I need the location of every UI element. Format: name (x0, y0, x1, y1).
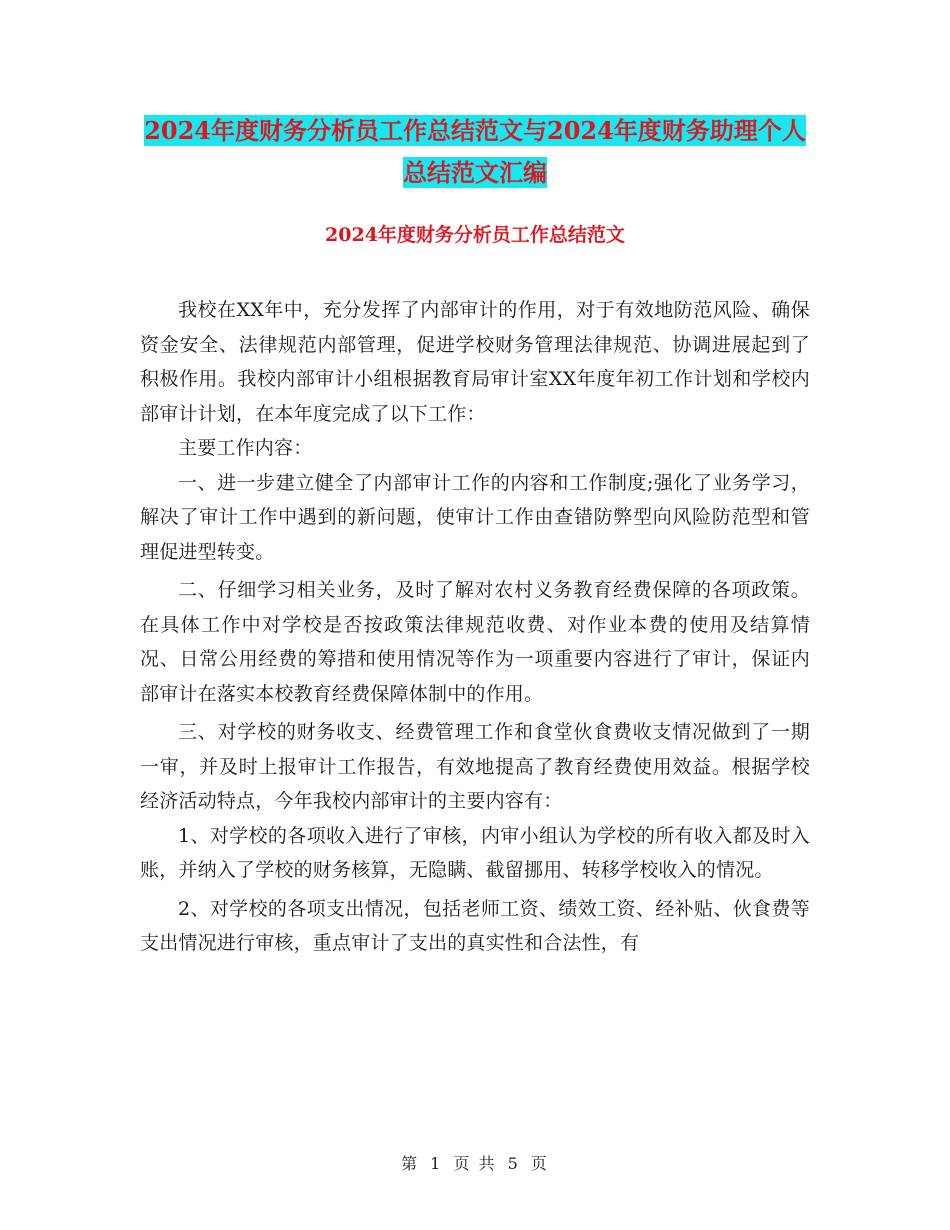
footer-suffix: 页 (530, 1154, 549, 1173)
document-body (140, 293, 810, 961)
footer-page-number: 1 (430, 1154, 443, 1173)
paragraph-item-two: 二、仔细学习相关业务，及时了解对农村义务教育经费保障的各项政策。在具体工作中对学校是否按政策法律规范收费、对作业本费的使用及结算情况、日常公用经费的筹措和使用情况等作为一项重要内容进行了审计，保证内部审计在落实本校教育经费保障体制中的作用。 (140, 579, 810, 705)
paragraph-main-content-heading: 主要工作内容： (178, 437, 313, 459)
document-title (140, 110, 810, 194)
page-footer (0, 1152, 950, 1176)
footer-mid: 页 共 (453, 1154, 497, 1173)
paragraph-item-one: 一、进一步建立健全了内部审计工作的内容和工作制度;强化了业务学习，解决了审计工作中遇到的新问题，使审计工作由查错防弊型向风险防范型和管理促进型转变。 (140, 471, 810, 563)
paragraph-intro: 我校在XX年中，充分发挥了内部审计的作用，对于有效地防范风险、确保资金安全、法律规范内部管理，促进学校财务管理法律规范、协调进展起到了积极作用。我校内部审计小组根据教育局审计室XX年度年初工作计划和学校内部审计计划，在本年度完成了以下工作： (140, 299, 810, 425)
footer-total-pages: 5 (507, 1154, 520, 1173)
paragraph-subitem-1: 1、对学校的各项收入进行了审核，内审小组认为学校的所有收入都及时入账，并纳入了学校的财务核算，无隐瞒、截留挪用、转移学校收入的情况。 (140, 824, 810, 881)
document-title-text: 2024年度财务分析员工作总结范文与2024年度财务助理个人总结范文汇编 (144, 116, 806, 187)
footer-prefix: 第 (401, 1154, 420, 1173)
paragraph-item-three: 三、对学校的财务收支、经费管理工作和食堂伙食费收支情况做到了一期一审，并及时上报审计工作报告，有效地提高了教育经费使用效益。根据学校经济活动特点，今年我校内部审计的主要内容有： (140, 721, 810, 812)
section-title: 2024年度财务分析员工作总结范文 (325, 224, 625, 246)
paragraph-subitem-2: 2、对学校的各项支出情况，包括老师工资、绩效工资、经补贴、伙食费等支出情况进行审核，重点审计了支出的真实性和合法性，有 (140, 897, 810, 954)
